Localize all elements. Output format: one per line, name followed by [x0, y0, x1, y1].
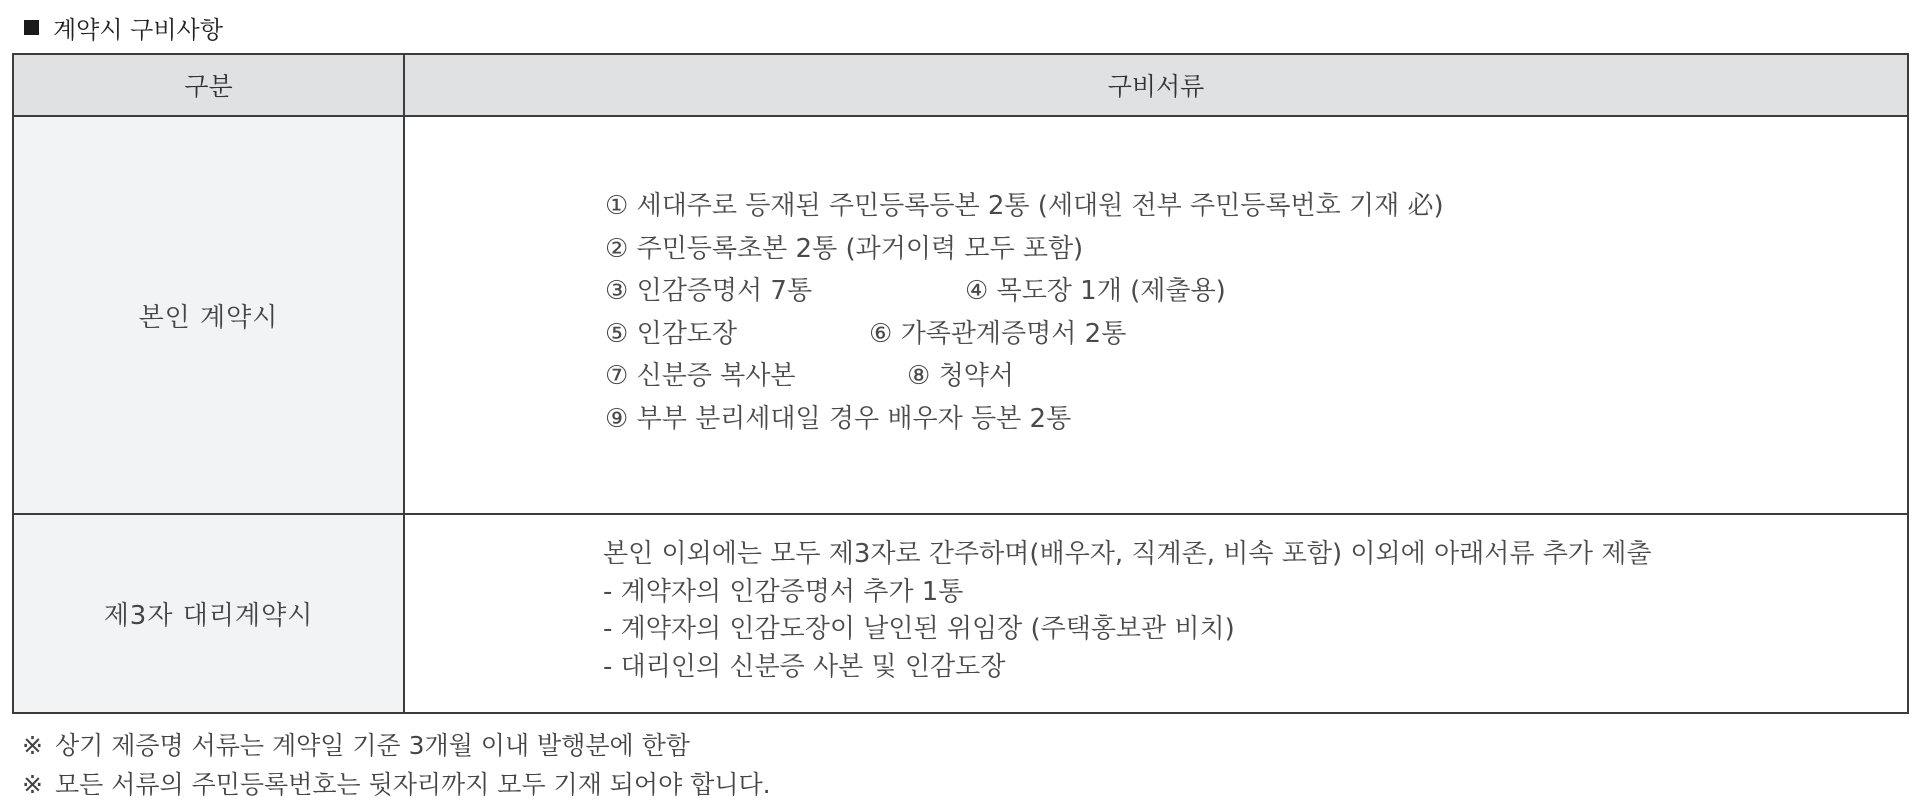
documents-third-party [404, 514, 1908, 713]
doc-item-1: ① 세대주로 등재된 주민등록등본 2통 (세대원 전부 주민등록번호 기재 必) [605, 191, 1444, 221]
section-title-text: 계약시 구비사항 [53, 15, 223, 44]
doc-item-5: ⑤ 인감도장 [605, 318, 738, 349]
category-third-party: 제3자 대리계약시 [13, 514, 404, 713]
header-category: 구분 [13, 54, 404, 116]
table-header-row [13, 54, 1908, 116]
black-square-icon [24, 20, 39, 35]
doc-item-9: ⑨ 부부 분리세대일 경우 배우자 등본 2통 [605, 403, 1072, 434]
doc-item-2: ② 주민등록초본 2통 (과거이력 모두 포함) [605, 233, 1084, 264]
doc-line-5 [605, 355, 1907, 398]
doc-line-6 [605, 398, 1907, 441]
doc-item-7: ⑦ 신분증 복사본 [605, 361, 796, 391]
notes [22, 726, 771, 804]
third-party-item-2: - 계약자의 인감도장이 날인된 위임장 (주택홍보관 비치) [603, 614, 1235, 644]
third-party-item-1: - 계약자의 인감증명서 추가 1통 [603, 576, 964, 607]
note-1 [22, 726, 771, 765]
note-mark-2: ※ [22, 770, 43, 799]
third-party-item-3: - 대리인의 신분증 사본 및 인감도장 [603, 651, 1006, 682]
doc-line-2 [605, 228, 1907, 271]
doc-item-4: ④ 목도장 1개 (제출용) [965, 276, 1226, 306]
doc-item-3: ③ 인감증명서 7통 [605, 276, 813, 306]
section-title [24, 12, 223, 42]
category-self-contract: 본인 계약시 [13, 116, 404, 514]
header-documents: 구비서류 [404, 54, 1908, 116]
doc-line-1 [605, 185, 1907, 228]
note-2 [22, 765, 771, 804]
doc-item-8: ⑧ 청약서 [907, 361, 1014, 391]
table-row-self-contract [13, 116, 1908, 514]
table-row-third-party [13, 514, 1908, 713]
note-text-2: 모든 서류의 주민등록번호는 뒷자리까지 모두 기재 되어야 합니다. [54, 770, 771, 799]
doc-line-3 [605, 270, 1907, 313]
note-text-1: 상기 제증명 서류는 계약일 기준 3개월 이내 발행분에 한함 [54, 731, 690, 760]
required-documents-table [12, 53, 1909, 714]
note-mark-1: ※ [22, 731, 43, 760]
doc-item-6: ⑥ 가족관계증명서 2통 [869, 318, 1127, 349]
documents-self-contract [404, 116, 1908, 514]
doc-line-4 [605, 313, 1907, 356]
third-party-intro: 본인 이외에는 모두 제3자로 간주하며(배우자, 직계존, 비속 포함) 이외에 아래서류 추가 제출 [603, 539, 1652, 569]
